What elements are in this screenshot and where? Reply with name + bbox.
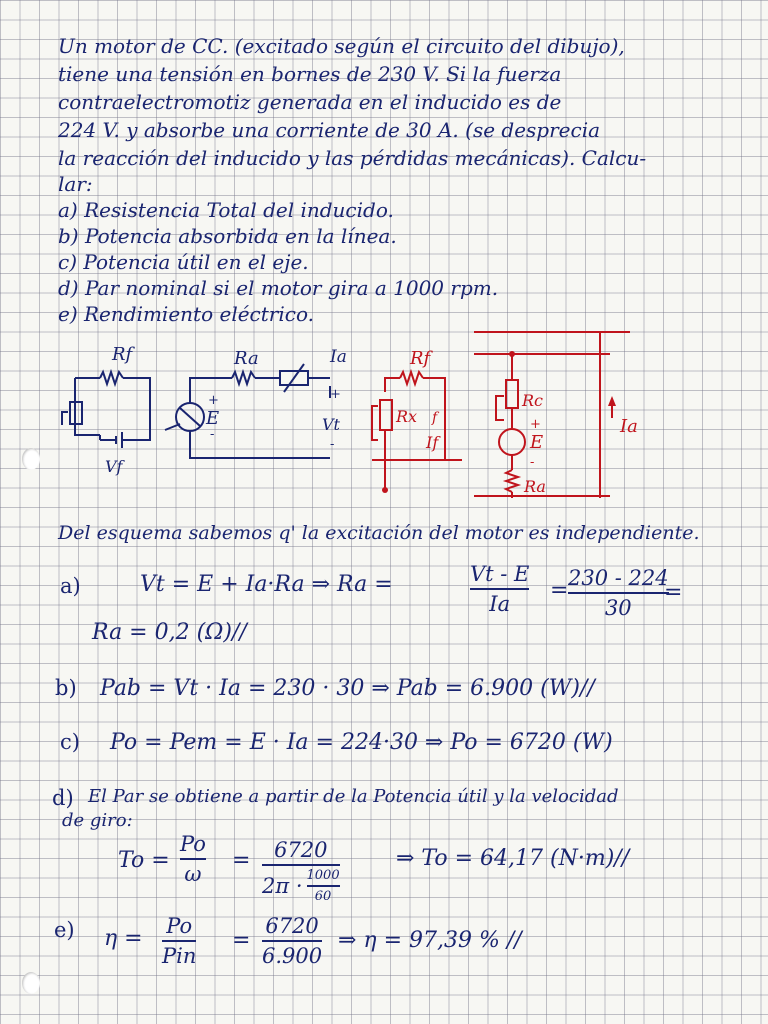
frac-den: Ia	[489, 592, 511, 616]
inner-num: 1000	[306, 868, 340, 883]
frac-den-pre: 2π ·	[262, 873, 303, 898]
answer-a-fraction	[470, 562, 529, 616]
answer-e-fraction	[162, 914, 196, 968]
frac-den: 6.900	[262, 944, 323, 968]
equals-sign: =	[550, 578, 569, 603]
question-c: c) Potencia útil en el eje.	[58, 250, 309, 274]
frac-den: Pin	[162, 944, 197, 968]
field-winding-red	[380, 400, 392, 430]
label-ra-red: Ra	[524, 477, 546, 496]
label-plus: +	[208, 393, 219, 408]
label-ra: Ra	[234, 348, 259, 369]
frac-den: 30	[604, 596, 632, 620]
answer-d-lhs: To =	[118, 848, 170, 873]
answer-d-label: d)	[52, 786, 74, 810]
question-e: e) Rendimiento eléctrico.	[58, 302, 314, 326]
answer-c-label: c)	[60, 730, 80, 754]
label-minus: -	[330, 437, 335, 452]
question-b: b) Potencia absorbida en la línea.	[58, 224, 397, 248]
frac-den	[262, 868, 340, 904]
label-e-red: E	[530, 432, 544, 453]
inner-den: 60	[314, 888, 332, 904]
question-d: d) Par nominal si el motor gira a 1000 rpm.	[58, 276, 499, 300]
answer-a-fraction-2	[568, 566, 669, 620]
answer-d-result: ⇒ To = 64,17 (N·m)//	[396, 846, 630, 871]
frac-den: ω	[184, 862, 202, 886]
label-f: f	[432, 410, 438, 426]
binder-hole	[22, 972, 40, 994]
answer-a-label: a)	[60, 574, 81, 598]
label-rf-red: Rf	[410, 348, 431, 369]
answer-e-fraction-2	[262, 914, 322, 968]
solution-intro: Del esquema sabemos q' la excitación del motor es independiente.	[58, 522, 700, 544]
frac-num: Vt - E	[470, 562, 530, 586]
problem-line: la reacción del inducido y las pérdidas mecánicas). Calcu-	[58, 146, 647, 170]
answer-c-equation: Po = Pem = E · Ia = 224·30 ⇒ Po = 6720 (W)	[110, 730, 613, 755]
answer-a-equation: Vt = E + Ia·Ra ⇒ Ra =	[140, 572, 393, 597]
answer-d-fraction-2	[262, 838, 340, 904]
problem-line: Un motor de CC. (excitado según el circuito del dibujo),	[58, 34, 625, 58]
armature-resistor-ra-red	[506, 470, 518, 492]
label-rc: Rc	[522, 391, 544, 410]
equals-sign: =	[232, 928, 251, 953]
frac-num: Po	[180, 832, 206, 856]
equals-sign: =	[664, 580, 683, 605]
field-resistor-rf	[100, 372, 123, 384]
frac-num: 6720	[265, 914, 319, 938]
label-ia: Ia	[330, 347, 347, 367]
frac-num: 6720	[274, 838, 328, 862]
label-vt: Vt	[322, 415, 340, 434]
label-if: If	[426, 433, 439, 452]
label-minus-red: -	[530, 455, 535, 470]
answer-d-text: de giro:	[62, 810, 133, 831]
problem-line: 224 V. y absorbe una corriente de 30 A. (se desprecia	[58, 118, 601, 142]
inner-fraction	[307, 868, 340, 904]
label-vf: Vf	[105, 457, 123, 476]
answer-e-result: ⇒ η = 97,39 % //	[338, 928, 522, 953]
answer-b-label: b)	[55, 676, 77, 700]
field-resistor-rf-red	[400, 372, 423, 384]
equals-sign: =	[232, 848, 251, 873]
question-a: a) Resistencia Total del inducido.	[58, 198, 394, 222]
problem-line: tiene una tensión en bornes de 230 V. Si la fuerza	[58, 62, 562, 86]
label-e: E	[206, 408, 220, 429]
answer-e-lhs: η =	[104, 926, 143, 951]
label-rf: Rf	[112, 344, 133, 365]
frac-num: 230 - 224	[568, 566, 669, 590]
field-wire	[75, 378, 100, 435]
label-plus-red: +	[530, 417, 541, 432]
answer-d-fraction	[180, 832, 206, 886]
label-ia-red: Ia	[620, 416, 638, 437]
problem-line: contraelectromotiz generada en el inducido es de	[58, 90, 562, 114]
answer-e-label: e)	[54, 918, 75, 942]
problem-line: lar:	[58, 172, 93, 196]
answer-b-equation: Pab = Vt · Ia = 230 · 30 ⇒ Pab = 6.900 (W)//	[100, 676, 595, 701]
answer-d-text: El Par se obtiene a partir de la Potencia útil y la velocidad	[88, 786, 619, 807]
circuit-diagram	[0, 320, 768, 500]
frac-num: Po	[166, 914, 193, 938]
answer-a-result: Ra = 0,2 (Ω)//	[92, 620, 247, 645]
label-minus: -	[210, 427, 215, 442]
field-resistor-rc	[506, 380, 518, 408]
label-rx: Rx	[396, 407, 418, 426]
motor-red	[499, 429, 525, 455]
armature-resistor-ra	[232, 372, 255, 384]
label-plus: +	[330, 387, 341, 402]
